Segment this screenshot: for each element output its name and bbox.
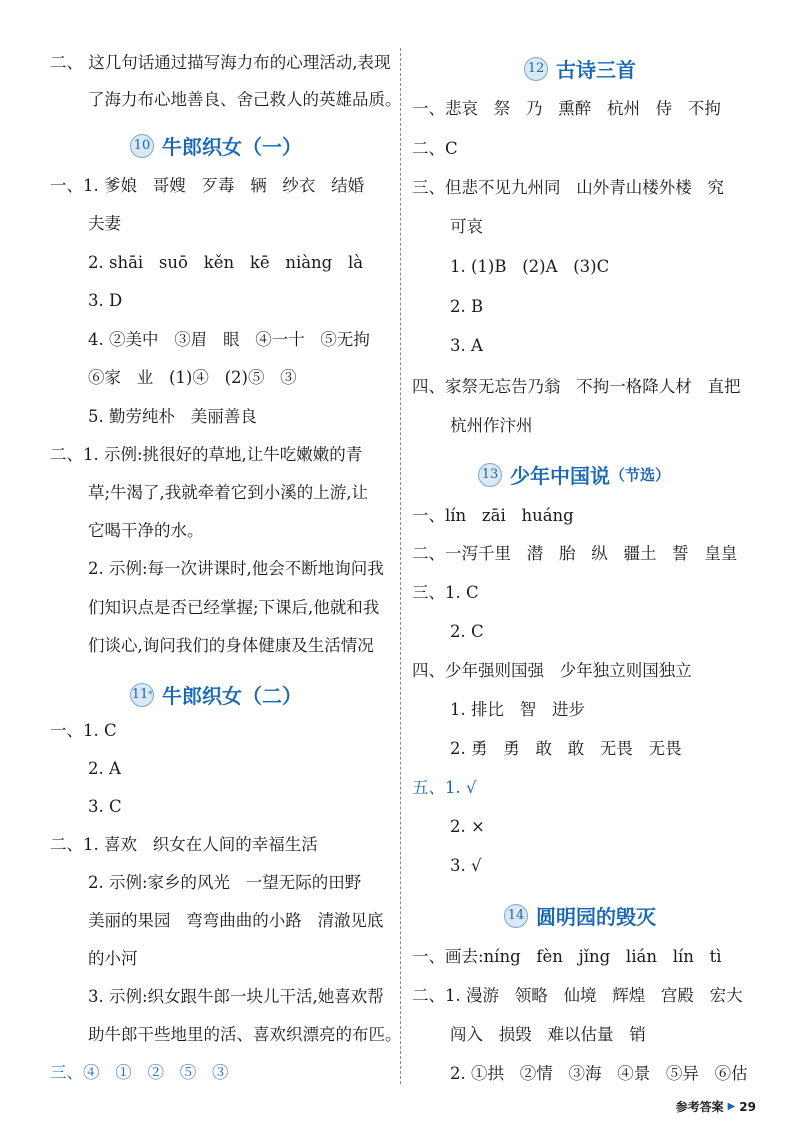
answer-line: 们谈心,询问我们的身体健康及生活情况 <box>88 636 374 655</box>
lesson-number-badge: 10 <box>130 134 154 158</box>
answer-line: 四、家祭无忘告乃翁 不拘一格降人材 直把 <box>412 377 741 396</box>
page-number: 29 <box>739 1099 756 1114</box>
lesson-number-badge: 13 <box>478 463 502 487</box>
lesson-title: 古诗三首 <box>556 58 636 82</box>
answer-line: 2. C <box>450 622 484 641</box>
answer-line: 一、lín zāi huáng <box>412 506 574 525</box>
answer-line: 杭州作汴州 <box>450 416 533 435</box>
answer-line: 3. √ <box>450 856 482 875</box>
answer-line: ⑥家 业 (1)④ (2)⑤ ③ <box>88 368 297 387</box>
answer-line: 四、少年强则国强 少年独立则国独立 <box>412 661 692 680</box>
section-title-12 <box>524 54 636 83</box>
answer-line: 2. A <box>88 759 121 778</box>
answer-line: 2. ①拱 ②情 ③海 ④景 ⑤异 ⑥估 <box>450 1064 748 1083</box>
answer-line: 3. C <box>88 797 122 816</box>
answer-line: 可哀 <box>450 217 483 236</box>
section-title-14 <box>504 901 656 930</box>
answer-line: 二、1. 漫游 领略 仙境 辉煌 宫殿 宏大 <box>412 986 743 1005</box>
answer-line: 二、 这几句话通过描写海力布的心理活动,表现 <box>50 53 391 72</box>
answer-line: 2. shāi suō kěn kē niàng là <box>88 253 364 272</box>
column-divider <box>400 48 401 1084</box>
answer-line: 三、④ ① ② ⑤ ③ <box>50 1063 229 1082</box>
answer-line: 二、1. 示例:挑很好的草地,让牛吃嫩嫩的青 <box>50 445 363 464</box>
lesson-title: 牛郎织女（二） <box>162 684 302 708</box>
answer-line: 们知识点是否已经掌握;下课后,他就和我 <box>88 598 380 617</box>
answer-line: 2. B <box>450 297 484 316</box>
answer-line: 草;牛渴了,我就牵着它到小溪的上游,让 <box>88 483 369 502</box>
answer-line: 1. 排比 智 进步 <box>450 700 585 719</box>
section-title-10 <box>130 131 302 160</box>
lesson-title: 牛郎织女（一） <box>162 135 302 159</box>
section-title-11 <box>130 680 302 709</box>
answer-line: 三、但悲不见九州同 山外青山楼外楼 究 <box>412 178 724 197</box>
answer-line: 了海力布心地善良、舍己救人的英雄品质。 <box>88 90 402 109</box>
answer-line: 2. 示例:每一次讲课时,他会不断地询问我 <box>88 559 384 578</box>
answer-line: 2. 勇 勇 敢 敢 无畏 无畏 <box>450 739 682 758</box>
answer-line: 二、1. 喜欢 织女在人间的幸福生活 <box>50 835 318 854</box>
answer-line: 3. D <box>88 291 123 310</box>
answer-line: 一、悲哀 祭 乃 熏醉 杭州 侍 不拘 <box>412 99 721 118</box>
answer-line: 3. 示例:织女跟牛郎一块儿干活,她喜欢帮 <box>88 987 384 1006</box>
lesson-number-badge: 12 <box>524 57 548 81</box>
answer-line: 美丽的果园 弯弯曲曲的小路 清澈见底 <box>88 911 384 930</box>
answer-line: 2. × <box>450 817 485 836</box>
answer-line: 1. (1)B (2)A (3)C <box>450 257 610 276</box>
lesson-title: 少年中国说 <box>510 464 610 488</box>
section-title-13 <box>478 460 670 489</box>
answer-line: 一、1. 爹娘 哥嫂 歹毒 辆 纱衣 结婚 <box>50 176 365 195</box>
answer-line: 一、1. C <box>50 721 117 740</box>
lesson-number-badge: 14 <box>504 904 528 928</box>
answer-line: 一、画去:níng fèn jǐng lián lín tì <box>412 947 722 966</box>
answer-line: 5. 勤劳纯朴 美丽善良 <box>88 407 257 426</box>
answer-line: 它喝干净的水。 <box>88 521 204 540</box>
lesson-number-badge: 11 * <box>130 683 154 707</box>
answer-line: 3. A <box>450 336 483 355</box>
answer-line: 闯入 损毁 难以估量 销 <box>450 1025 646 1044</box>
answer-line: 二、一泻千里 潜 胎 纵 疆土 誓 皇皇 <box>412 544 738 563</box>
answer-line: 2. 示例:家乡的风光 一望无际的田野 <box>88 873 362 892</box>
answer-line: 二、C <box>412 139 458 158</box>
footer-label: 参考答案 <box>675 1100 724 1114</box>
answer-line: 助牛郎干些地里的活、喜欢织漂亮的布匹。 <box>88 1025 402 1044</box>
answer-line: 夫妻 <box>88 214 121 233</box>
answer-line: 三、1. C <box>412 583 479 602</box>
lesson-title: 圆明园的毁灭 <box>536 905 656 929</box>
triangle-right-icon: ▶ <box>727 1101 736 1112</box>
answer-line: 4. ②美中 ③眉 眼 ④一十 ⑤无拘 <box>88 330 370 349</box>
answer-line: 的小河 <box>88 949 138 968</box>
lesson-subtitle: （节选） <box>610 466 671 484</box>
answer-line: 五、1. √ <box>412 778 477 797</box>
page-footer <box>676 1098 756 1115</box>
